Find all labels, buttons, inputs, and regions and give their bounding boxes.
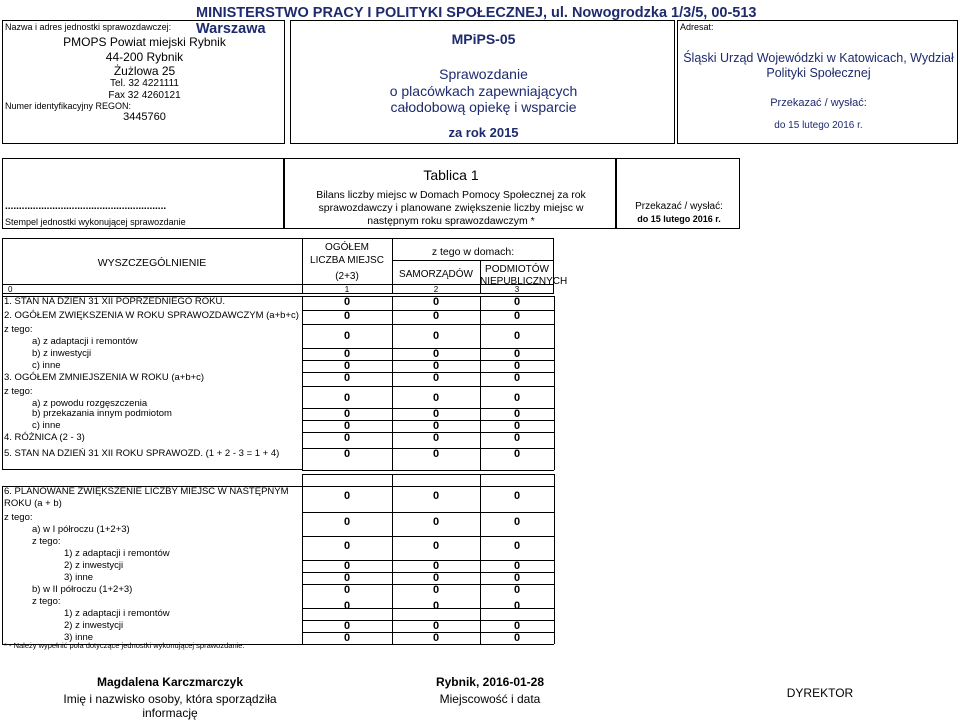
table1-title: Tablica 1 (423, 167, 479, 183)
header-total-2: LICZBA MIEJSC (310, 255, 384, 266)
table1-desc-3: następnym roku sprawozdawczym * (367, 215, 535, 227)
header-podmiotow: PODMIOTÓW (485, 264, 549, 275)
row-label: 3. OGÓŁEM ZMNIEJSZENIA W ROKU (a+b+c) (4, 372, 205, 383)
row-value: 0 (513, 620, 521, 632)
header-spec: WYSZCZEGÓLNIENIE (97, 257, 207, 269)
table1-deadline: do 15 lutego 2016 r. (637, 214, 721, 224)
row-value: 0 (343, 296, 351, 308)
row-value: 0 (432, 490, 440, 502)
row-value: 0 (343, 392, 351, 404)
regon-label: Numer identyfikacyjny REGON: (5, 101, 132, 111)
row-label: z tego: (4, 512, 33, 523)
addressee-label: Adresat: (680, 22, 714, 32)
row-value: 0 (343, 408, 351, 420)
place-date-label: Miejscowość i data (439, 692, 541, 706)
row-value: 0 (432, 348, 440, 360)
row-value: 0 (432, 432, 440, 444)
stamp-label: Stempel jednostki wykonującej sprawozdanie (5, 217, 186, 227)
row-label: 2) z inwestycji (64, 560, 124, 571)
report-year: za rok 2015 (448, 125, 519, 140)
place-date: Rybnik, 2016-01-28 (435, 675, 545, 689)
row-value: 0 (513, 310, 521, 322)
header-of-which: z tego w domach: (431, 246, 515, 258)
row-label: z tego: (32, 536, 61, 547)
row-value: 0 (432, 360, 440, 372)
row-value: 0 (432, 392, 440, 404)
row-label: a) z adaptacji i remontów (32, 336, 138, 347)
row-value: 0 (343, 540, 351, 552)
row-value: 0 (343, 584, 351, 596)
stamp-box (2, 158, 284, 229)
row-label: 3) inne (64, 632, 94, 643)
row-value: 0 (432, 540, 440, 552)
row-label: 5. STAN NA DZIEŃ 31 XII ROKU SPRAWOZD. (1 + 2 - 3 = 1 + 4) (4, 448, 280, 459)
addressee-deadline: do 15 lutego 2016 r. (774, 120, 863, 131)
report-title-2: o placówkach zapewniających (389, 83, 578, 99)
row-value: 0 (432, 296, 440, 308)
row-value: 0 (432, 572, 440, 584)
row-value: 0 (513, 360, 521, 372)
row-value: 0 (513, 420, 521, 432)
row-value: 0 (343, 420, 351, 432)
row-value: 0 (343, 490, 351, 502)
table1-desc-1: Bilans liczby miejsc w Domach Pomocy Społecznej za rok (316, 189, 586, 201)
row-value: 0 (343, 360, 351, 372)
header-total-3: (2+3) (335, 271, 359, 282)
row-value: 0 (513, 490, 521, 502)
row-value: 0 (343, 632, 351, 644)
row-value: 0 (343, 572, 351, 584)
row-value: 0 (343, 432, 351, 444)
director-label: DYREKTOR (786, 686, 854, 700)
col-number-0: 0 (8, 285, 13, 294)
unit-city: 44-200 Rybnik (105, 50, 184, 64)
row-label: b) w II półroczu (1+2+3) (32, 584, 133, 595)
row-value: 0 (513, 516, 521, 528)
col-number-2: 2 (433, 285, 439, 294)
row-label: a) w I półroczu (1+2+3) (32, 524, 130, 535)
row-value: 0 (513, 348, 521, 360)
row-label: z tego: (32, 596, 61, 607)
row-value: 0 (432, 516, 440, 528)
header-niepublicznych: NIEPUBLICZNYCH (480, 276, 568, 287)
row-value: 0 (343, 330, 351, 342)
row-value: 0 (513, 560, 521, 572)
row-value: 0 (513, 632, 521, 644)
row-label: b) z inwestycji (32, 348, 92, 359)
addressee-name-1: Śląski Urząd Wojewódzki w Katowicach, Wydział (683, 51, 954, 65)
row-value: 0 (513, 584, 521, 596)
row-value: 0 (513, 392, 521, 404)
unit-name: PMOPS Powiat miejski Rybnik (63, 35, 226, 49)
row-value: 0 (513, 540, 521, 552)
row-label: z tego: (4, 386, 33, 397)
header-total-1: OGÓŁEM (325, 242, 369, 253)
header-samorzad: SAMORZĄDÓW (399, 269, 473, 280)
unit-street: Żużlowa 25 (113, 64, 176, 78)
unit-label: Nazwa i adres jednostki sprawozdawczej: (5, 22, 172, 32)
col-number-3: 3 (514, 285, 520, 294)
row-value: 0 (343, 600, 351, 612)
stamp-dots: .......................................................... (5, 201, 167, 212)
row-value: 0 (343, 620, 351, 632)
row-value: 0 (432, 310, 440, 322)
preparer-name: Magdalena Karczmarczyk (96, 675, 244, 689)
unit-fax: Fax 32 4260121 (108, 90, 181, 101)
row-label: b) przekazania innym podmiotom (32, 408, 172, 419)
table1-desc-2: sprawozdawczy i planowane zwiększenie liczby miejsc w (318, 202, 584, 214)
row-label: c) inne (32, 420, 61, 431)
report-title-1: Sprawozdanie (439, 66, 528, 82)
row-value: 0 (432, 448, 440, 460)
row-value: 0 (432, 584, 440, 596)
row-value: 0 (343, 310, 351, 322)
preparer-label: Imię i nazwisko osoby, która sporządziła informację (63, 692, 277, 720)
row-label: 2) z inwestycji (64, 620, 124, 631)
row-value: 0 (343, 448, 351, 460)
row-value: 0 (343, 372, 351, 384)
row-value: 0 (432, 560, 440, 572)
table1-title-box (284, 158, 616, 229)
ministry-header: MINISTERSTWO PRACY I POLITYKI SPOŁECZNEJ, ul. Nowogrodzka 1/3/5, 00-513 Warszawa (196, 5, 757, 37)
row-value: 0 (513, 296, 521, 308)
row-label: 6. PLANOWANE ZWIĘKSZENIE LICZBY MIEJSC W NASTĘPNYM (4, 486, 289, 497)
addressee-send: Przekazać / wysłać: (770, 97, 867, 109)
row-label: 3) inne (64, 572, 94, 583)
addressee-name-2: Polityki Społecznej (766, 66, 871, 80)
report-title-box (290, 20, 675, 144)
table1-send-box (616, 158, 740, 229)
row-label: 4. RÓŻNICA (2 - 3) (4, 432, 85, 443)
reporting-unit-box (2, 20, 285, 144)
row-value: 0 (513, 372, 521, 384)
row-label: 1) z adaptacji i remontów (64, 608, 170, 619)
row-value: 0 (432, 330, 440, 342)
row-label: ROKU (a + b) (4, 498, 62, 509)
row-value: 0 (432, 372, 440, 384)
row-value: 0 (432, 408, 440, 420)
row-label: 1) z adaptacji i remontów (64, 548, 170, 559)
row-value: 0 (513, 600, 521, 612)
regon-value: 3445760 (123, 111, 166, 123)
unit-tel: Tel. 32 4221111 (110, 78, 179, 89)
row-value: 0 (432, 620, 440, 632)
addressee-box (677, 20, 958, 144)
row-value: 0 (432, 420, 440, 432)
col-number-1: 1 (344, 285, 350, 294)
row-label: 2. OGÓŁEM ZWIĘKSZENIA W ROKU SPRAWOZDAWCZYM (a+b+c) (4, 310, 299, 321)
row-value: 0 (513, 572, 521, 584)
row-label: 1. STAN NA DZIEŃ 31 XII POPRZEDNIEGO ROKU. (4, 296, 226, 307)
row-value: 0 (432, 600, 440, 612)
row-label: z tego: (4, 324, 33, 335)
row-value: 0 (343, 348, 351, 360)
row-value: 0 (513, 408, 521, 420)
row-value: 0 (513, 448, 521, 460)
row-value: 0 (343, 516, 351, 528)
table1-send: Przekazać / wysłać: (635, 201, 723, 212)
report-title-3: całodobową opiekę i wsparcie (390, 99, 577, 115)
report-code: MPiPS-05 (451, 31, 516, 47)
row-value: 0 (513, 432, 521, 444)
footnote: * - Należy wypełnić pola dotyczące jednostki wykonującej sprawozdanie. (4, 641, 245, 650)
row-value: 0 (432, 632, 440, 644)
row-label: c) inne (32, 360, 61, 371)
row-value: 0 (343, 560, 351, 572)
row-label: a) z powodu rozgęszczenia (32, 398, 148, 409)
row-value: 0 (513, 330, 521, 342)
